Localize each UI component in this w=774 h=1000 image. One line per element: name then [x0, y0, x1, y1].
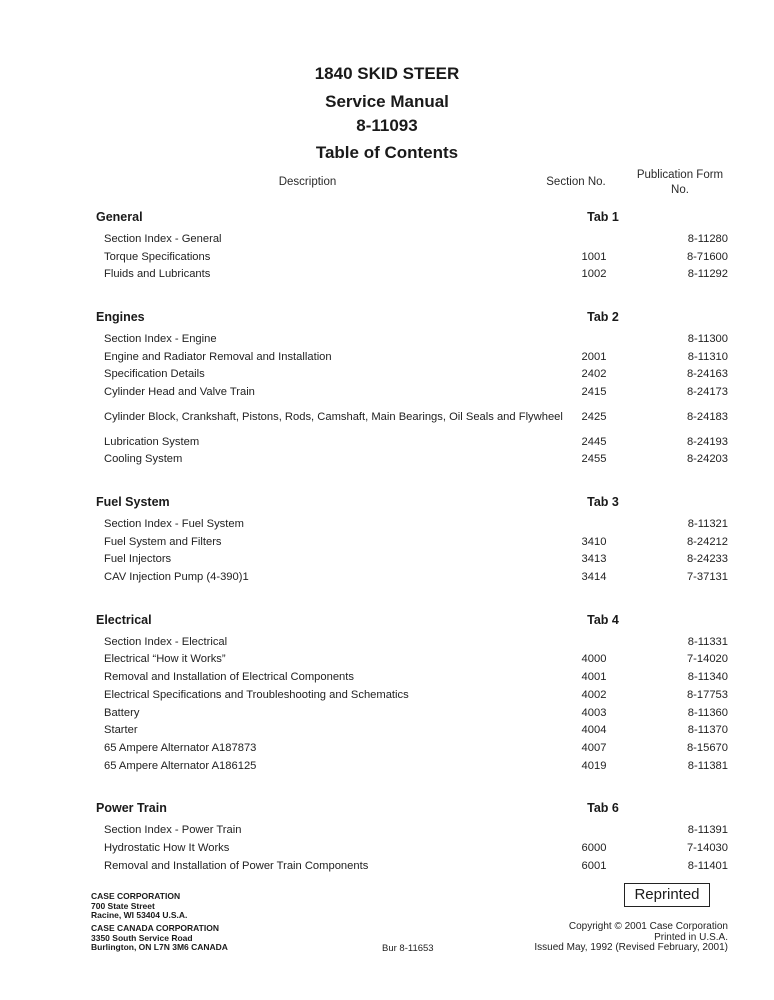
row-description: Section Index - Engine [104, 332, 217, 345]
toc-section [96, 308, 728, 468]
toc-row [96, 821, 728, 839]
toc-row [96, 721, 728, 739]
row-description: Cylinder Block, Crankshaft, Pistons, Rods, Camshaft, Main Bearings, Oil Seals and Flywheel [104, 410, 563, 423]
section-tab: Tab 4 [587, 612, 619, 627]
row-publication-no: 8-24212 [686, 535, 728, 548]
column-header-section-no: Section No. [546, 176, 606, 188]
row-description: Engine and Radiator Removal and Installation [104, 350, 332, 363]
reprinted-stamp: Reprinted [624, 883, 710, 907]
row-section-no: 2455 [581, 453, 607, 466]
issued-line: Issued May, 1992 (Revised February, 2001) [534, 942, 728, 953]
section-header [96, 308, 728, 326]
column-header-publication-line2: No. [671, 184, 689, 196]
manual-number: 8-11093 [356, 116, 418, 135]
row-section-no: 2001 [581, 350, 607, 363]
toc-row [96, 757, 728, 775]
section-title: Power Train [96, 801, 167, 816]
copyright-block [534, 922, 728, 954]
section-header [96, 208, 728, 226]
section-header [96, 611, 728, 629]
row-section-no: 4003 [581, 706, 607, 719]
toc-row [96, 330, 728, 348]
row-description: Lubrication System [104, 435, 200, 448]
row-publication-no: 8-24163 [686, 368, 728, 381]
toc-row [96, 839, 728, 857]
case-address-line: CASE CORPORATION [91, 891, 181, 901]
row-section-no: 2402 [581, 368, 607, 381]
section-title: Electrical [96, 612, 152, 627]
toc-section [96, 611, 728, 775]
section-tab: Tab 3 [587, 495, 619, 510]
row-section-no: 3410 [581, 535, 607, 548]
row-description: Section Index - Electrical [104, 635, 228, 648]
section-title: Fuel System [96, 495, 170, 510]
toc-sections [96, 208, 728, 900]
row-section-no: 2445 [581, 435, 607, 448]
copyright-line: Copyright © 2001 Case Corporation [568, 921, 728, 932]
row-publication-no: 8-11360 [687, 706, 728, 719]
toc-title: Table of Contents [315, 143, 459, 162]
toc-row [96, 265, 728, 283]
toc-row [96, 533, 728, 551]
row-description: Removal and Installation of Electrical Components [104, 671, 354, 684]
toc-row [96, 451, 728, 469]
toc-row [96, 568, 728, 586]
row-section-no: 4000 [581, 653, 607, 666]
toc-row [96, 230, 728, 248]
canada-address-line: CASE CANADA CORPORATION [91, 923, 219, 933]
row-publication-no: 8-11331 [687, 635, 728, 648]
row-section-no: 4019 [581, 759, 607, 772]
case-address-line: 700 State Street [91, 900, 155, 911]
toc-section [96, 493, 728, 586]
row-section-no: 3414 [581, 571, 607, 584]
row-description: Fluids and Lubricants [104, 268, 211, 281]
row-description: Section Index - Power Train [104, 824, 242, 837]
row-publication-no: 8-11300 [687, 332, 728, 345]
row-description: Removal and Installation of Power Train Components [104, 859, 369, 872]
section-header [96, 493, 728, 511]
toc-section [96, 208, 728, 283]
toc-row [96, 515, 728, 533]
row-description: Battery [104, 706, 140, 719]
row-publication-no: 8-15670 [686, 741, 728, 754]
row-publication-no: 8-11310 [687, 350, 728, 363]
row-publication-no: 8-11370 [687, 724, 728, 737]
row-publication-no: 7-14020 [686, 653, 728, 666]
toc-section [96, 799, 728, 874]
toc-row [96, 633, 728, 651]
section-title: Engines [96, 310, 145, 325]
toc-row [96, 739, 728, 757]
row-publication-no: 7-14030 [686, 841, 728, 854]
toc-row [96, 704, 728, 722]
toc-row [96, 551, 728, 569]
row-publication-no: 8-24193 [686, 435, 728, 448]
row-description: Hydrostatic How It Works [104, 841, 230, 854]
toc-row [96, 348, 728, 366]
toc-row [96, 433, 728, 451]
row-publication-no: 8-11381 [687, 759, 728, 772]
row-description: Cylinder Head and Valve Train [104, 385, 255, 398]
row-section-no: 1002 [581, 268, 607, 281]
section-header [96, 799, 728, 817]
canada-address-line: Burlington, ON L7N 3M6 CANADA [91, 942, 228, 952]
row-publication-no: 8-11391 [687, 824, 728, 837]
row-publication-no: 8-11401 [687, 859, 728, 872]
row-publication-no: 8-17753 [686, 688, 728, 701]
row-description: Fuel System and Filters [104, 535, 222, 548]
row-description: 65 Ampere Alternator A187873 [104, 741, 257, 754]
row-description: Electrical “How it Works” [104, 653, 226, 666]
row-publication-no: 8-24233 [686, 553, 728, 566]
row-description: Section Index - General [104, 232, 222, 245]
row-publication-no: 8-11340 [687, 671, 728, 684]
row-section-no: 4007 [581, 741, 607, 754]
column-header-publication-line1: Publication Form [636, 169, 724, 181]
row-description: Section Index - Fuel System [104, 518, 244, 531]
row-section-no: 4002 [581, 688, 607, 701]
toc-row [96, 668, 728, 686]
column-header-publication [630, 168, 730, 198]
row-description: Fuel Injectors [104, 553, 172, 566]
row-description: Specification Details [104, 368, 205, 381]
row-description: Torque Specifications [104, 250, 211, 263]
bur-number: Bur 8-11653 [382, 943, 434, 954]
row-publication-no: 8-24203 [686, 453, 728, 466]
row-section-no: 2425 [581, 410, 607, 423]
row-description: 65 Ampere Alternator A186125 [104, 759, 257, 772]
toc-row [96, 651, 728, 669]
row-section-no: 1001 [581, 250, 607, 263]
section-tab: Tab 2 [587, 310, 619, 325]
row-publication-no: 8-24173 [686, 385, 728, 398]
column-header-description: Description [278, 176, 337, 188]
case-canada-address [91, 924, 228, 953]
row-description: Electrical Specifications and Troubleshooting and Schematics [104, 688, 409, 701]
toc-row [96, 401, 728, 433]
case-address-line: Racine, WI 53404 U.S.A. [91, 910, 188, 920]
toc-row [96, 248, 728, 266]
toc-row [96, 857, 728, 875]
row-publication-no: 8-71600 [686, 250, 728, 263]
section-tab: Tab 1 [587, 210, 619, 224]
row-section-no: 6001 [581, 859, 607, 872]
row-publication-no: 8-11280 [687, 232, 728, 245]
row-description: CAV Injection Pump (4-390)1 [104, 571, 249, 584]
row-publication-no: 8-11321 [687, 518, 728, 531]
toc-row [96, 365, 728, 383]
row-section-no: 6000 [581, 841, 607, 854]
row-description: Cooling System [104, 453, 183, 466]
row-section-no: 4004 [581, 724, 607, 737]
section-title: General [96, 210, 143, 224]
row-section-no: 3413 [581, 553, 607, 566]
row-publication-no: 8-24183 [686, 410, 728, 423]
printed-line: Printed in U.S.A. [654, 931, 728, 943]
case-address [91, 892, 187, 921]
row-section-no: 4001 [581, 671, 607, 684]
canada-address-line: 3350 South Service Road [91, 932, 193, 943]
toc-row [96, 383, 728, 401]
toc-row [96, 686, 728, 704]
section-tab: Tab 6 [587, 801, 619, 816]
row-section-no: 2415 [581, 385, 607, 398]
row-publication-no: 8-11292 [687, 268, 728, 281]
row-description: Starter [104, 724, 138, 737]
model-title: 1840 SKID STEER [314, 64, 460, 83]
manual-title: Service Manual [325, 92, 449, 111]
row-publication-no: 7-37131 [686, 571, 728, 584]
